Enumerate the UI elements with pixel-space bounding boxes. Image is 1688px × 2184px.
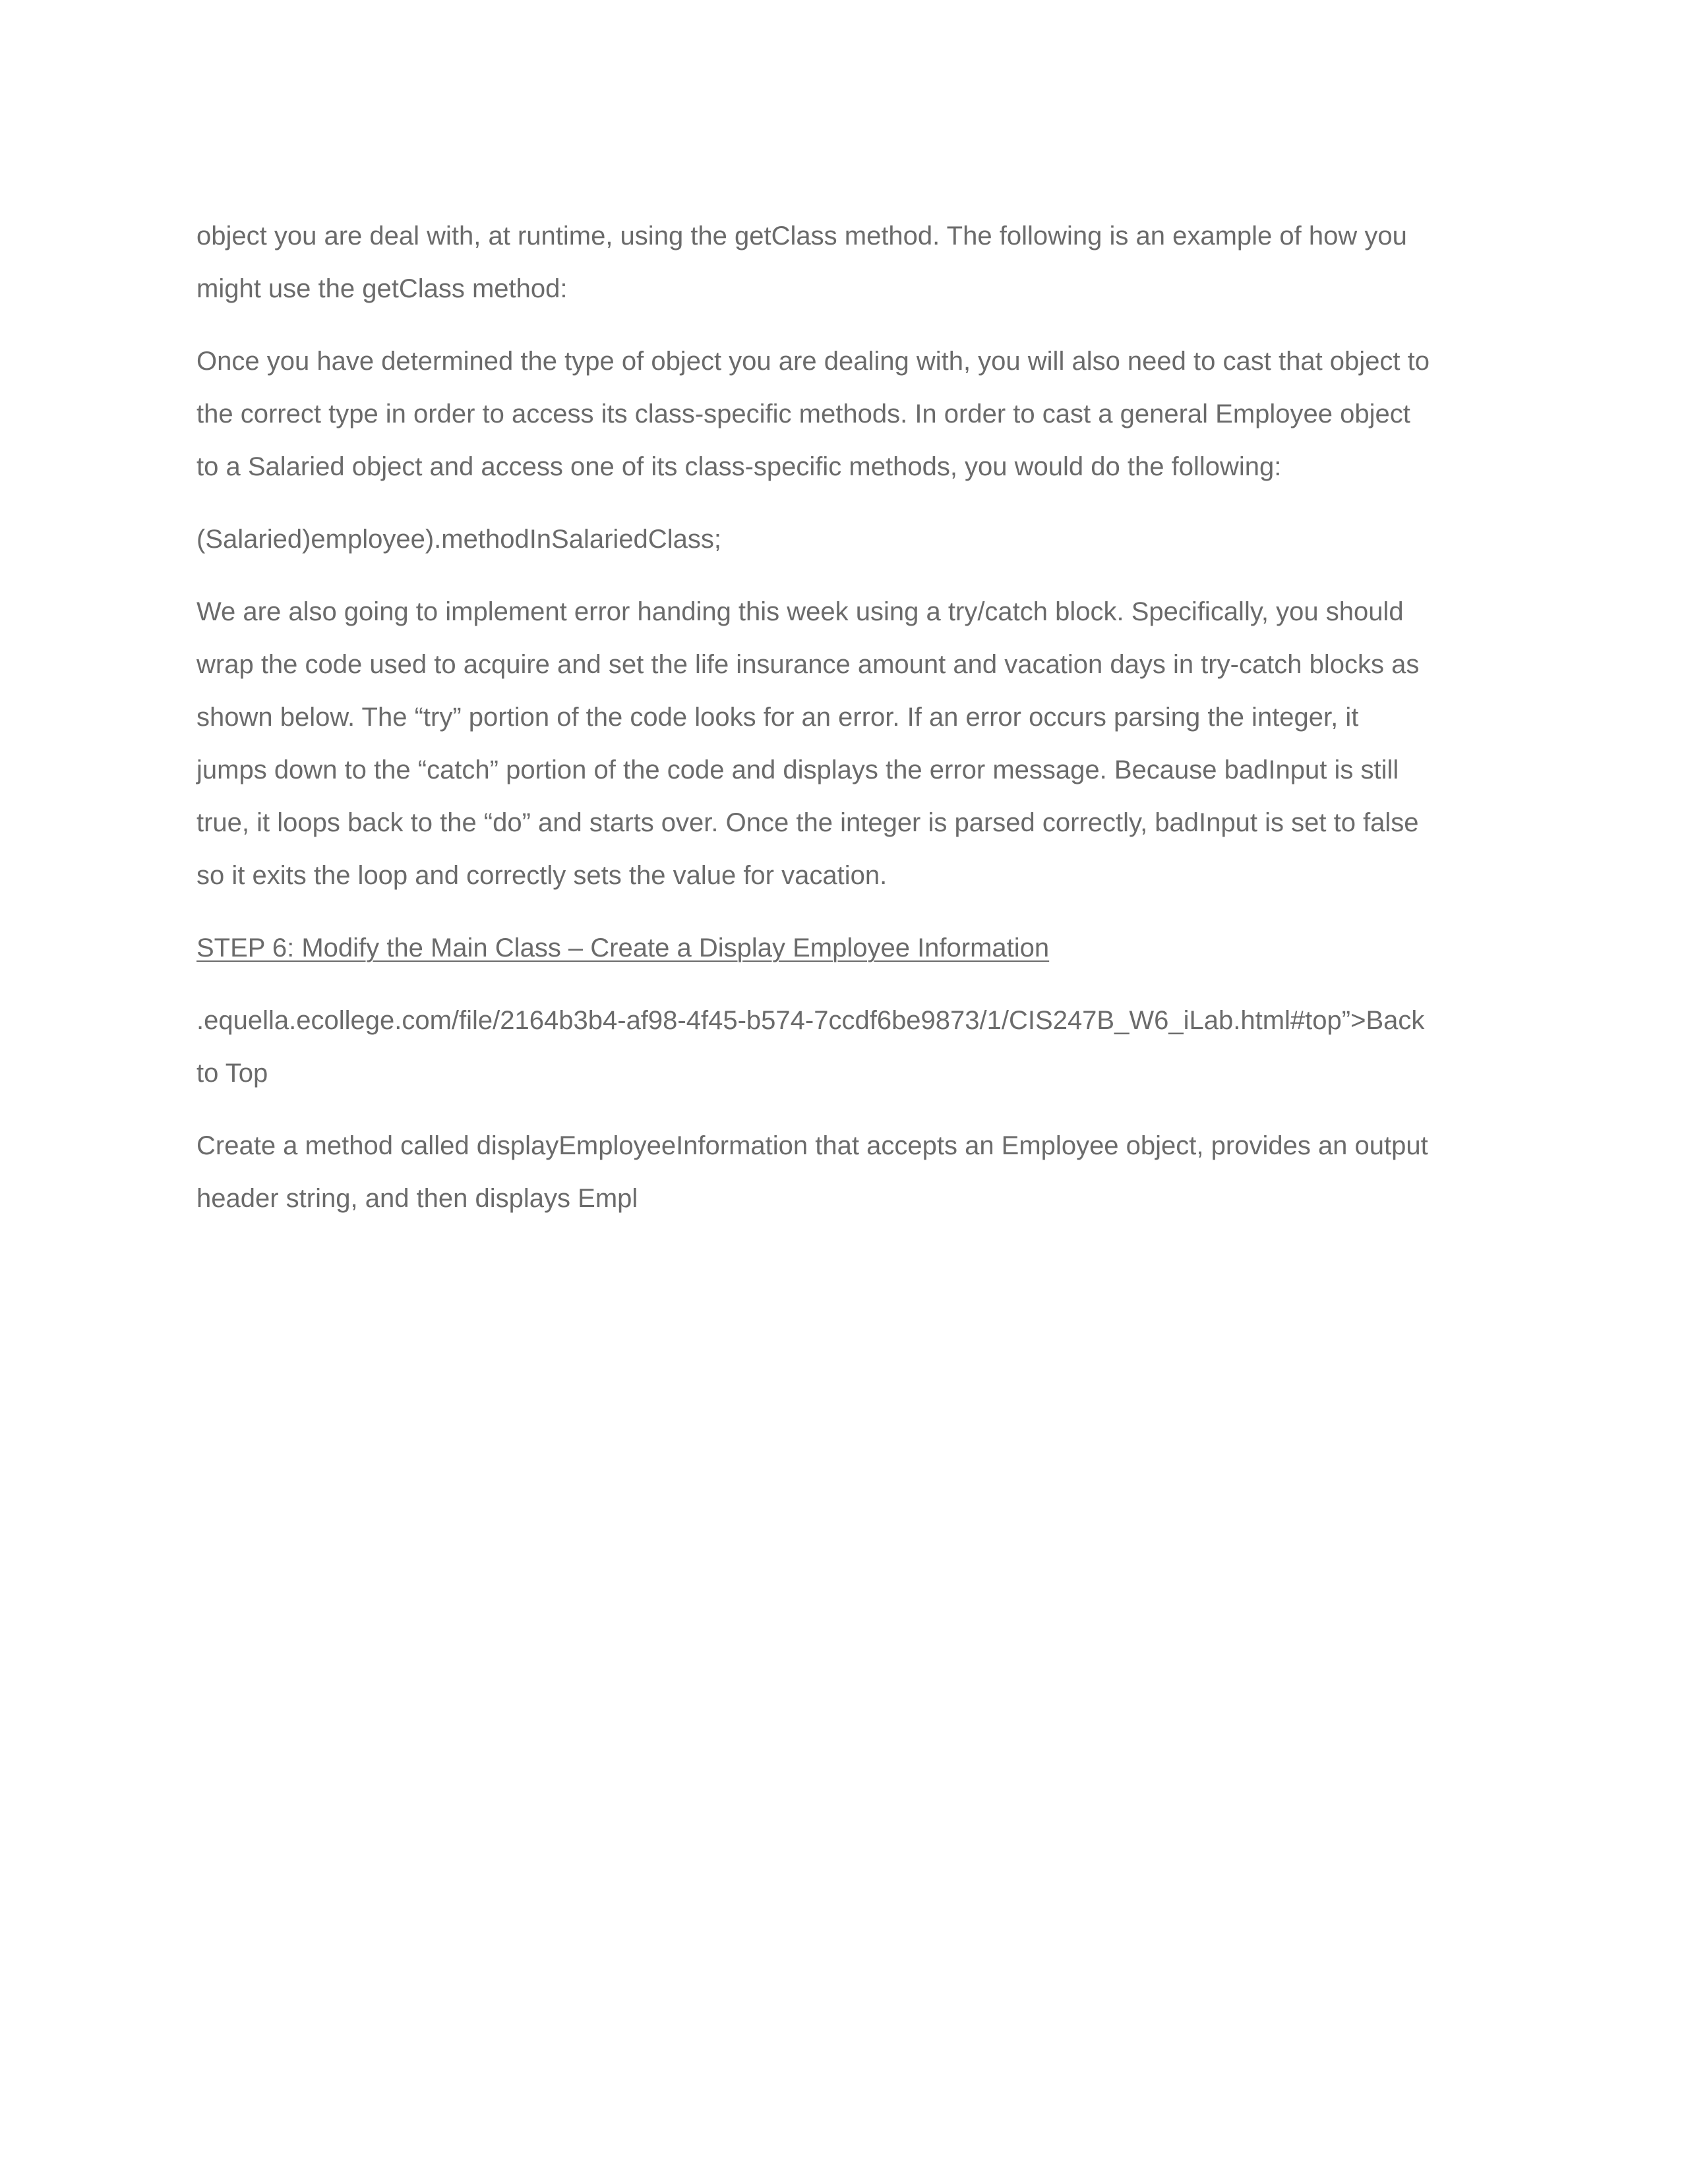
paragraph-getclass-intro [196, 210, 1489, 315]
text-line: might use the getClass method: [196, 274, 568, 303]
text-line: header string, and then displays Empl [196, 1184, 638, 1213]
text-line: Create a method called displayEmployeeInformation that accepts an Employee object, provides an output [196, 1131, 1428, 1160]
paragraph-display-method [196, 1119, 1489, 1225]
step-6-heading [196, 922, 1489, 974]
text-line: jumps down to the “catch” portion of the code and displays the error message. Because badInput is still [196, 755, 1399, 784]
text-line: true, it loops back to the “do” and starts over. Once the integer is parsed correctly, badInput is set to false [196, 808, 1419, 837]
text-line: so it exits the loop and correctly sets the value for vacation. [196, 861, 888, 890]
step-6-heading-link[interactable]: STEP 6: Modify the Main Class – Create a Display Employee Information [196, 933, 1050, 962]
paragraph-back-to-top [196, 994, 1489, 1100]
paragraph-cast-object [196, 335, 1489, 493]
text-line: Once you have determined the type of object you are dealing with, you will also need to cast that object to [196, 347, 1430, 376]
text-line: .equella.ecollege.com/file/2164b3b4-af98-4f45-b574-7ccdf6be9873/1/CIS247B_W6_iLab.html#top”>Back [196, 1006, 1425, 1035]
text-line: shown below. The “try” portion of the code looks for an error. If an error occurs parsing the integer, it [196, 703, 1359, 732]
text-line: object you are deal with, at runtime, using the getClass method. The following is an example of how you [196, 221, 1407, 251]
paragraph-cast-code [196, 513, 1489, 566]
text-line: wrap the code used to acquire and set the life insurance amount and vacation days in try-catch blocks as [196, 650, 1420, 679]
paragraph-error-handling [196, 585, 1489, 902]
text-line: the correct type in order to access its class-specific methods. In order to cast a general Employee object [196, 399, 1410, 428]
code-line: (Salaried)employee).methodInSalariedClass; [196, 525, 721, 554]
text-line: We are also going to implement error handing this week using a try/catch block. Specifically, you should [196, 597, 1404, 626]
document-page [196, 210, 1489, 1245]
text-line: to a Salaried object and access one of its class-specific methods, you would do the following: [196, 452, 1282, 481]
text-line: to Top [196, 1059, 268, 1088]
